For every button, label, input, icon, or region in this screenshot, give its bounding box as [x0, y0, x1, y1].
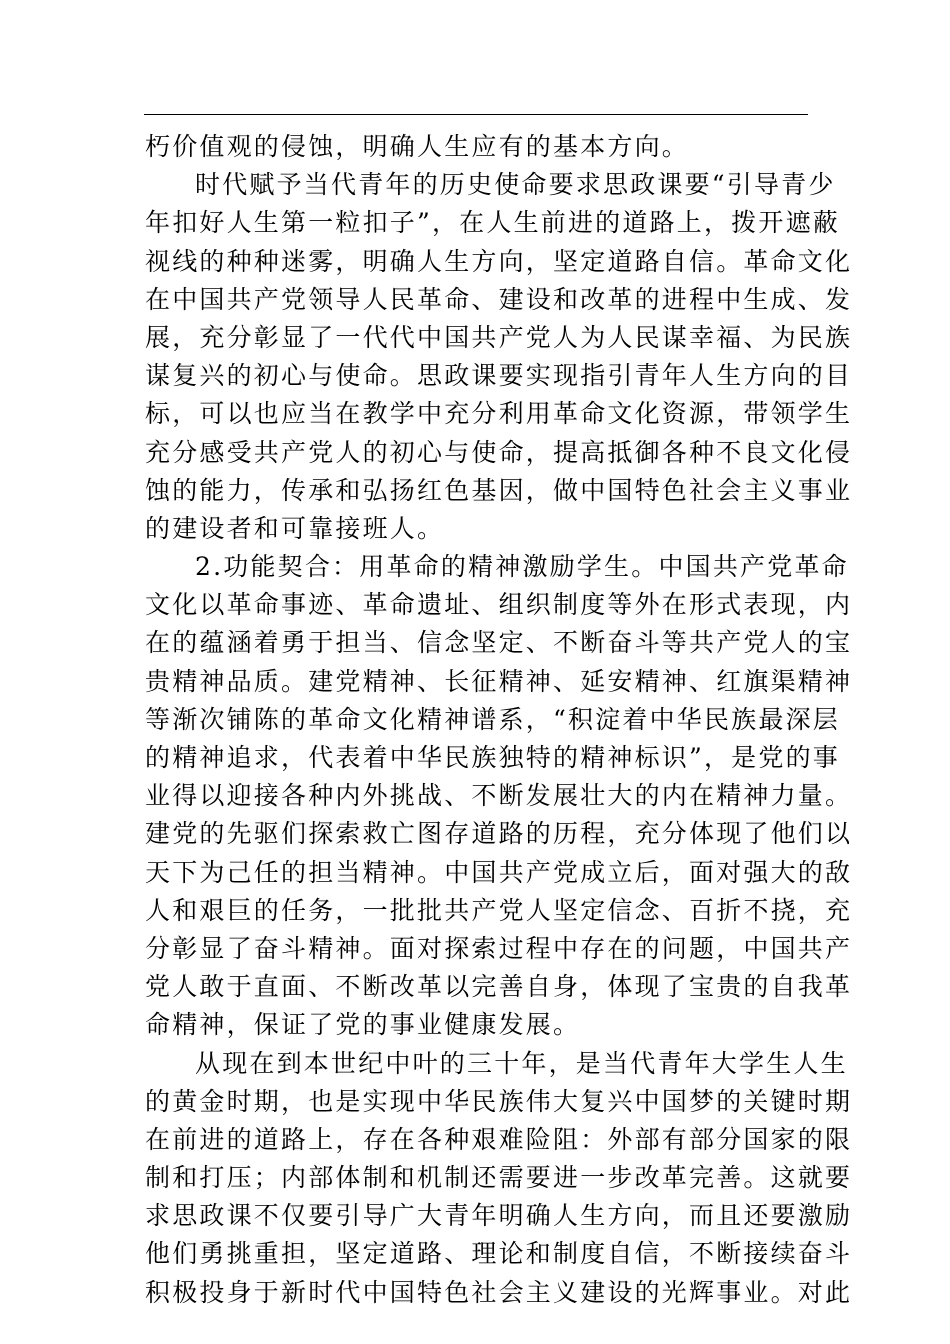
- text-line: 他们勇挑重担，坚定道路、理论和制度自信，不断接续奋斗: [145, 1239, 853, 1269]
- text-line: 文化以革命事迹、革命遗址、组织制度等外在形式表现，内: [145, 590, 853, 620]
- text-line: 命精神，保证了党的事业健康发展。: [145, 1010, 581, 1040]
- text-line: 的黄金时期，也是实现中华民族伟大复兴中国梦的关键时期: [145, 1086, 853, 1116]
- text-line: 朽价值观的侵蚀，明确人生应有的基本方向。: [145, 132, 690, 161]
- header-rule: [144, 114, 808, 115]
- text-line: 谋复兴的初心与使命。思政课要实现指引青年人生方向的目: [145, 361, 853, 391]
- text-line: 等渐次铺陈的革命文化精神谱系，“积淀着中华民族最深层: [145, 704, 840, 734]
- text-line: 党人敢于直面、不断改革以完善自身，体现了宝贵的自我革: [145, 972, 853, 1002]
- text-line: 分彰显了奋斗精神。面对探索过程中存在的问题，中国共产: [145, 933, 853, 963]
- paragraph-first-line: 从现在到本世纪中叶的三十年，是当代青年大学生人生: [195, 1048, 848, 1078]
- text-line: 业得以迎接各种内外挑战、不断发展壮大的内在精神力量。: [145, 781, 853, 811]
- paragraph-first-line: 时代赋予当代青年的历史使命要求思政课要“引导青少: [195, 170, 836, 200]
- text-line: 人和艰巨的任务，一批批共产党人坚定信念、百折不挠，充: [145, 895, 853, 925]
- text-line: 在前进的道路上，存在各种艰难险阻：外部有部分国家的限: [145, 1124, 853, 1154]
- text-line: 的建设者和可靠接班人。: [145, 513, 445, 543]
- text-line: 天下为己任的担当精神。中国共产党成立后，面对强大的敌: [145, 857, 853, 887]
- text-line: 展，充分彰显了一代代中国共产党人为人民谋幸福、为民族: [145, 322, 853, 352]
- text-line: 蚀的能力，传承和弘扬红色基因，做中国特色社会主义事业: [145, 475, 853, 505]
- text-line: 的精神追求，代表着中华民族独特的精神标识”，是党的事: [145, 743, 840, 772]
- text-line: 在的蕴涵着勇于担当、信念坚定、不断奋斗等共产党人的宝: [145, 628, 853, 658]
- text-line: 标，可以也应当在教学中充分利用革命文化资源，带领学生: [145, 399, 853, 429]
- text-line: 年扣好人生第一粒扣子”，在人生前进的道路上，拨开遮蔽: [145, 208, 840, 238]
- document-body: [145, 128, 853, 1312]
- text-line: 建党的先驱们探索救亡图存道路的历程，充分体现了他们以: [145, 819, 853, 849]
- text-line: 制和打压；内部体制和机制还需要进一步改革完善。这就要: [145, 1163, 853, 1193]
- text-line: 在中国共产党领导人民革命、建设和改革的进程中生成、发: [145, 284, 853, 314]
- text-line: 充分感受共产党人的初心与使命，提高抵御各种不良文化侵: [145, 437, 853, 467]
- text-line: 贵精神品质。建党精神、长征精神、延安精神、红旗渠精神: [145, 666, 853, 696]
- text-line: 积极投身于新时代中国特色社会主义建设的光辉事业。对此: [145, 1277, 853, 1307]
- paragraph-first-line: 2.功能契合：用革命的精神激励学生。中国共产党革命: [195, 552, 849, 582]
- text-line: 求思政课不仅要引导广大青年明确人生方向，而且还要激励: [145, 1201, 853, 1231]
- text-line: 视线的种种迷雾，明确人生方向，坚定道路自信。革命文化: [145, 246, 853, 276]
